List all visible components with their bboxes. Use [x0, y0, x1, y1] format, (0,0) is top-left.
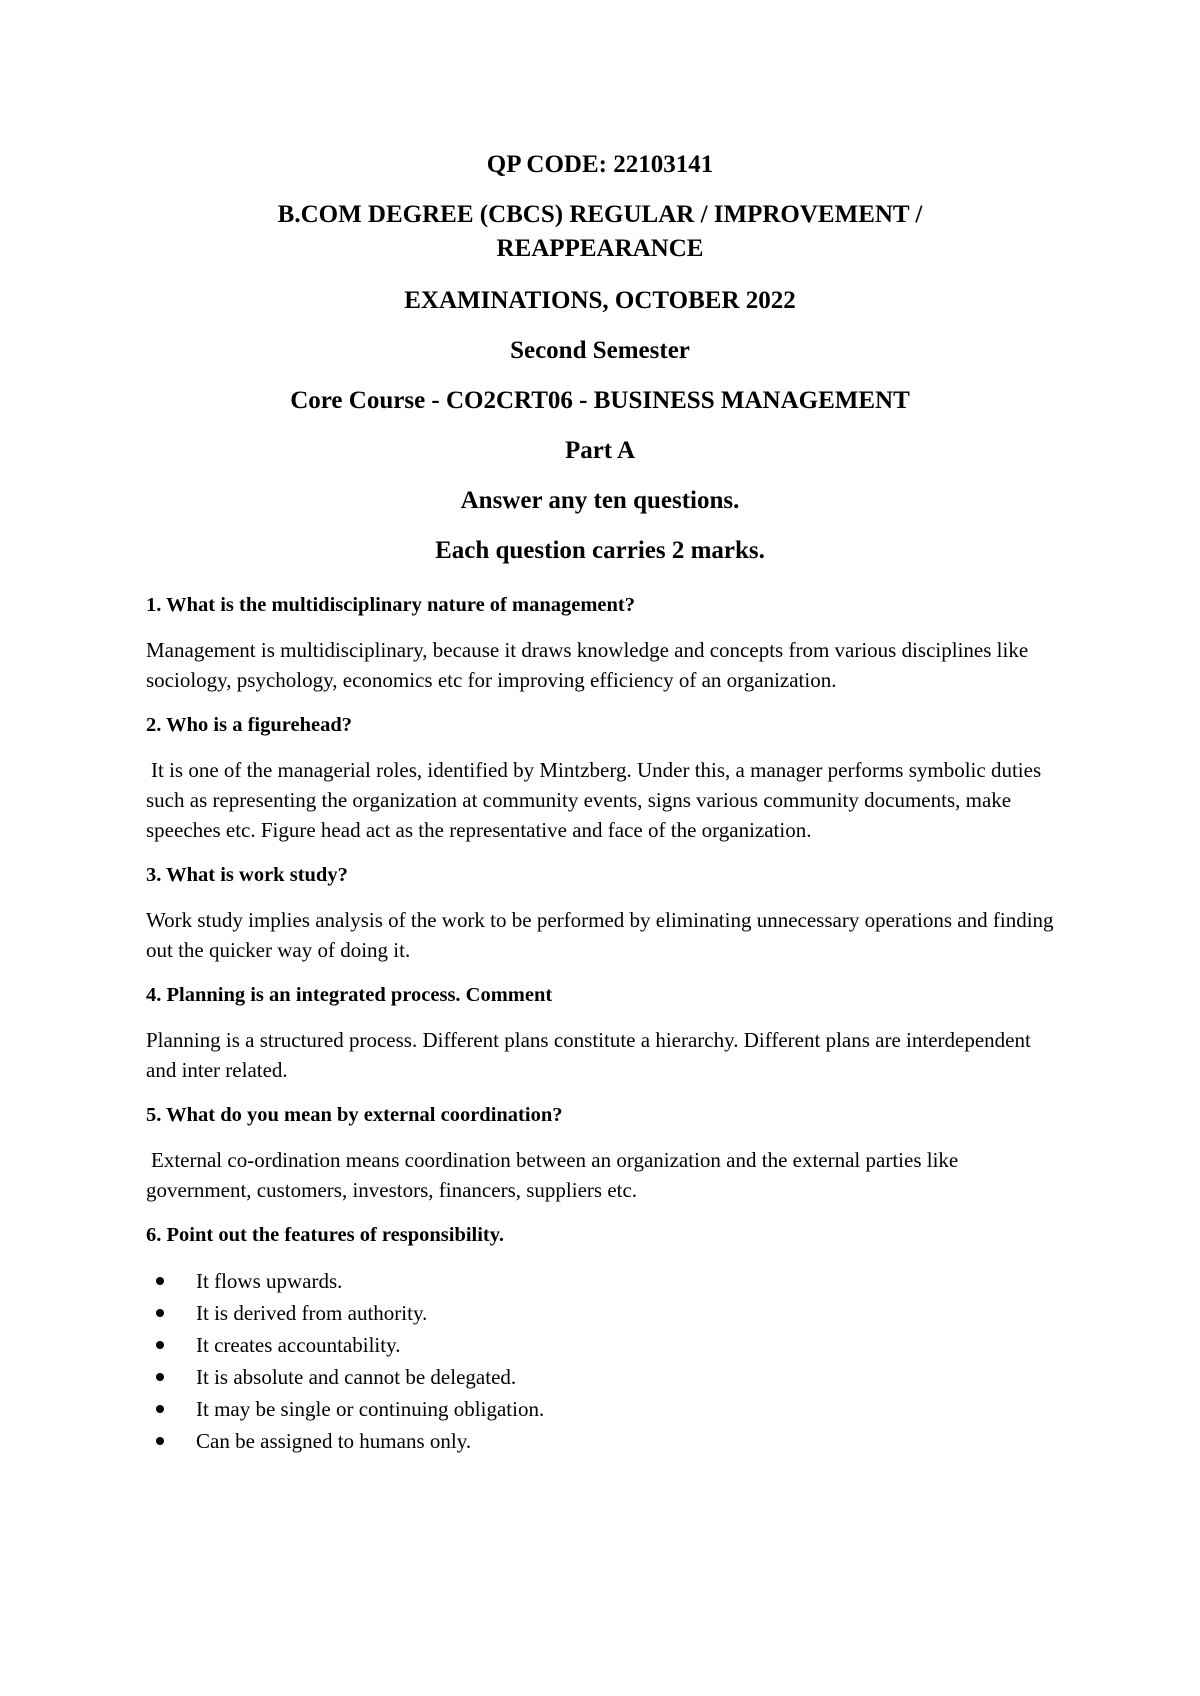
bullet-list	[146, 1265, 1066, 1457]
document-header	[150, 148, 1050, 568]
bullet-icon	[156, 1341, 164, 1349]
degree-title	[150, 198, 1050, 266]
question-text: 5. What do you mean by external coordination?	[146, 1104, 563, 1126]
question-item	[146, 711, 1066, 845]
bullet-item	[186, 1265, 1066, 1297]
answer-text: It is one of the managerial roles, identified by Mintzberg. Under this, a manager performs symbolic duties such as representing the organization at community events, signs various community documents, make speeches etc. Figure head act as the representative and face of the organization.	[146, 758, 1042, 842]
exam-title: EXAMINATIONS, OCTOBER 2022	[404, 287, 796, 314]
bullet-text: It is absolute and cannot be delegated.	[196, 1365, 517, 1389]
bullet-icon	[156, 1277, 164, 1285]
semester: Second Semester	[510, 337, 690, 364]
bullet-icon	[156, 1309, 164, 1317]
course-title: Core Course - CO2CRT06 - BUSINESS MANAGEMENT	[290, 387, 910, 414]
bullet-text: It flows upwards.	[196, 1269, 343, 1293]
question-text: 4. Planning is an integrated process. Comment	[146, 984, 553, 1006]
answer-text: Work study implies analysis of the work to be performed by eliminating unnecessary operations and finding out the quicker way of doing it.	[146, 908, 1054, 962]
bullet-text: It may be single or continuing obligation.	[196, 1397, 545, 1421]
bullet-text: It creates accountability.	[196, 1333, 401, 1357]
question-item	[146, 861, 1066, 965]
part-label: Part A	[564, 437, 636, 464]
answer-text: Planning is a structured process. Different plans constitute a hierarchy. Different plans are interdependent and inter related.	[146, 1028, 1031, 1082]
question-list	[146, 591, 1066, 1457]
answer-text: Management is multidisciplinary, because it draws knowledge and concepts from various disciplines like sociology, psychology, economics etc for improving efficiency of an organization.	[146, 638, 1029, 692]
question-item	[146, 591, 1066, 695]
bullet-text: Can be assigned to humans only.	[196, 1429, 472, 1453]
bullet-icon	[156, 1373, 164, 1381]
bullet-icon	[156, 1437, 164, 1445]
bullet-item	[186, 1393, 1066, 1425]
degree-title-line-2: REAPPEARANCE	[496, 235, 704, 262]
bullet-item	[186, 1329, 1066, 1361]
marks-note: Each question carries 2 marks.	[435, 537, 765, 564]
answer-text: External co-ordination means coordination between an organization and the external parties like government, customers, investors, financers, suppliers etc.	[146, 1148, 959, 1202]
question-text: 1. What is the multidisciplinary nature of management?	[146, 594, 635, 616]
question-item	[146, 981, 1066, 1085]
bullet-item	[186, 1297, 1066, 1329]
instruction: Answer any ten questions.	[460, 487, 740, 514]
question-item	[146, 1221, 1066, 1457]
degree-title-line-1: B.COM DEGREE (CBCS) REGULAR / IMPROVEMENT /	[277, 201, 923, 228]
bullet-text: It is derived from authority.	[196, 1301, 428, 1325]
bullet-item	[186, 1425, 1066, 1457]
bullet-icon	[156, 1405, 164, 1413]
question-text: 2. Who is a figurehead?	[146, 714, 352, 736]
bullet-item	[186, 1361, 1066, 1393]
question-text: 6. Point out the features of responsibility.	[146, 1224, 504, 1246]
question-item	[146, 1101, 1066, 1205]
qp-code: QP CODE: 22103141	[486, 151, 714, 178]
question-text: 3. What is work study?	[146, 864, 348, 886]
